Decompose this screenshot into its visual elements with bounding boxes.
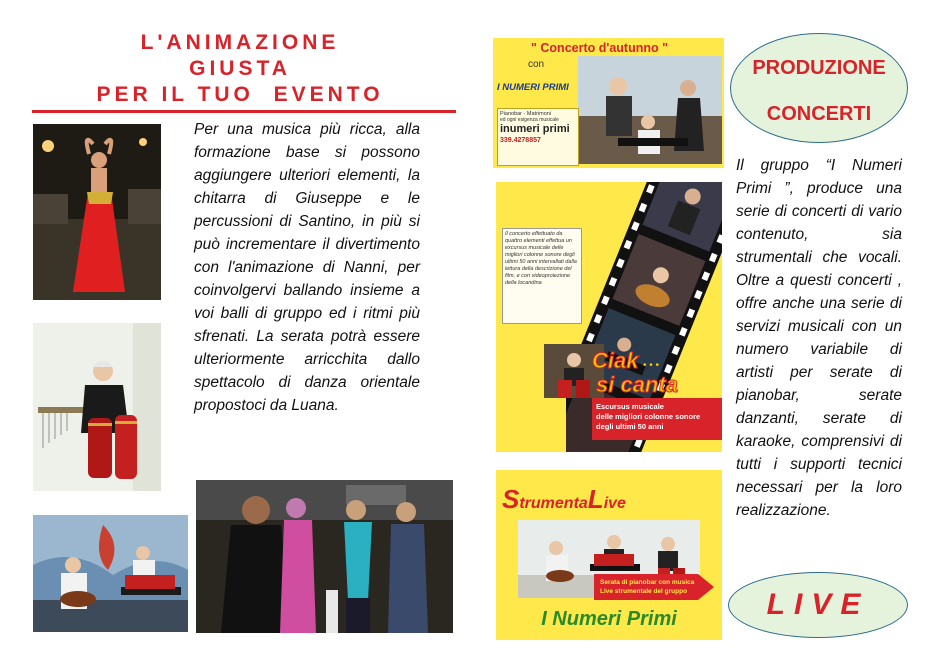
poster3-brand-s: S [502, 484, 520, 514]
oval-produzione-line2: CONCERTI [766, 103, 872, 125]
poster3-footer: I Numeri Primi [541, 608, 677, 630]
poster3-arrow-line1: Serata di pianobar con musica [600, 579, 695, 586]
poster1-heading: " Concerto d'autunno " [531, 41, 669, 55]
title-line-2: GIUSTA [189, 57, 291, 80]
poster3-brand-trumenta: trumenta [519, 495, 588, 512]
poster1-card-line2: ed ogni esigenza musicale [500, 117, 559, 123]
poster2-band-line2: delle migliori colonne sonore [596, 412, 701, 421]
poster3-brand-ive: ive [603, 495, 626, 512]
title-line-1: L'ANIMAZIONE [140, 31, 340, 54]
poster-strumentalive [496, 470, 722, 640]
title-divider [32, 110, 456, 113]
oval-produzione-concerti [730, 33, 908, 143]
concerts-paragraph: Il gruppo “I Numeri Primi ”, produce una serie di concerti di vario contenuto, sia strumentali che vocali. Oltre a questi concerti , offre anche una serie di servizi musicali con un numero variabile di artisti per serate di pianobar, serate danzanti, serate di karaoke, comprensivi di tutti i supporti tecnici necessari per la loro realizzazione. [736, 157, 902, 519]
poster3-brand [502, 484, 626, 515]
poster1-band: I NUMERI PRIMI [497, 82, 569, 93]
photo-percussionist [33, 323, 161, 491]
poster1-con: con [528, 59, 545, 70]
poster3-brand-l: L [587, 484, 604, 514]
photo-dancing-crowd [196, 480, 453, 633]
poster3-arrow [594, 574, 714, 600]
poster-ciak-si-canta [496, 182, 722, 452]
poster1-business-card [497, 108, 579, 166]
oval-produzione-line1: PRODUZIONE [752, 57, 886, 79]
photo-belly-dancer [33, 124, 161, 300]
poster2-brand [592, 348, 722, 396]
poster-concerto-autunno [493, 38, 724, 168]
poster2-brand-line2: si canta [596, 372, 678, 397]
intro-paragraph: Per una musica più ricca, alla formazione base si possono aggiungere ulteriori elementi, la chitarra di Giuseppe e le percussioni di Santino, in più si può incrementare il divertimento con l'animazione di Nanni, per coinvolgervi ballando insieme a voi balli di gruppo ed i ritmi più sfrenati. La serata potrà essere ulteriormente arricchita dallo spettacolo di danza orientale propostoci da Luana. [194, 121, 420, 414]
oval-live: LIVE [728, 572, 908, 638]
poster2-brand-line1: Ciak [592, 348, 639, 373]
poster3-arrow-line2: Live strumentale del gruppo [600, 588, 688, 595]
poster1-card-phone: 339.4278857 [500, 137, 541, 144]
poster2-note: Il concerto effettuato da quattro elementi effettua un excursus musicale delle migliori colonne sonore degli ultimi 50 anni intervallati dalla lettura della descrizione del film, e con videoproiezione della locandina [502, 228, 582, 324]
poster2-band-line3: degli ultimi 50 anni [596, 422, 664, 431]
title-line-3: PER IL TUO EVENTO [96, 83, 384, 106]
poster2-banner [592, 398, 722, 440]
page-title [30, 30, 450, 108]
photo-guitar-keyboard [33, 515, 188, 632]
poster1-card-line1: Pianobar - Matrimoni [500, 111, 552, 117]
poster1-card-name: inumeri primi [500, 123, 570, 135]
poster2-brand-dots: • • • [642, 360, 659, 371]
poster2-band-line1: Escursus musicale [596, 402, 664, 411]
poster1-photo [578, 56, 722, 164]
